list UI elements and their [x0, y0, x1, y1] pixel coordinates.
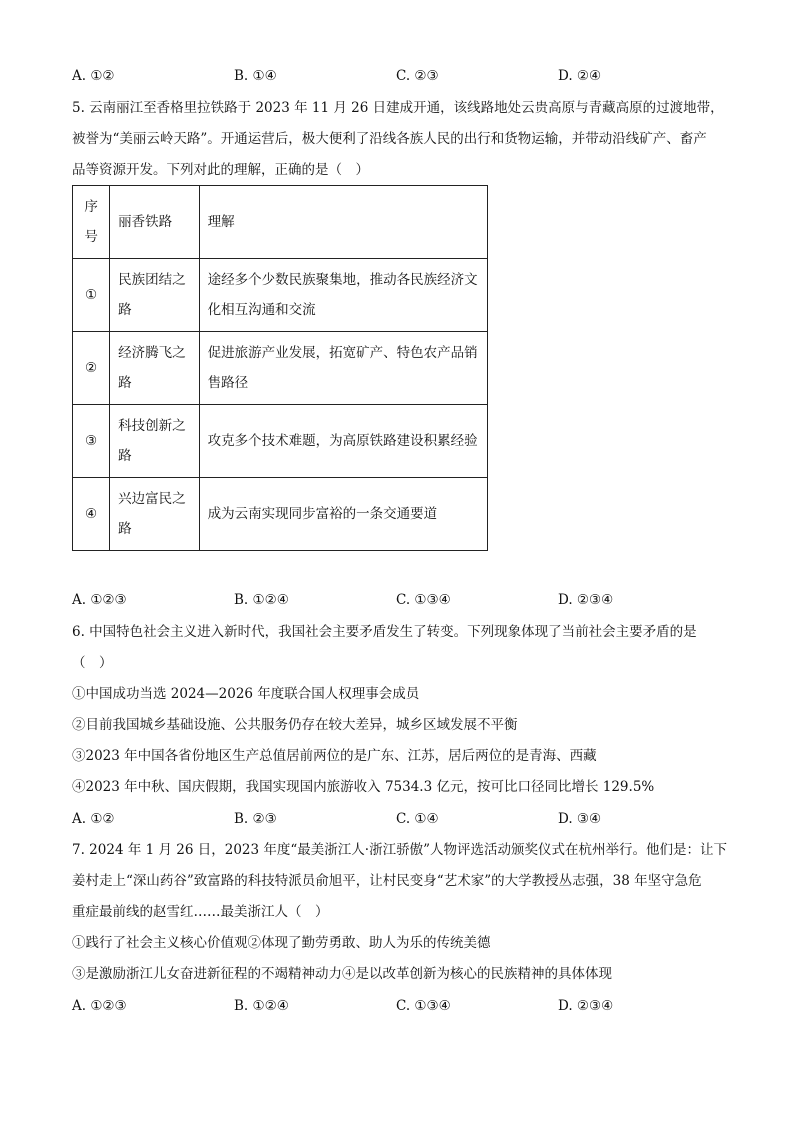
q7-stem-line-1: 7. 2024 年 1 月 26 日，2023 年度“最美浙江人·浙江骄傲”人物评选活动颁奖仪式在杭州举行。他们是：让下: [72, 842, 727, 858]
header-no: 序号: [73, 186, 110, 259]
row-no: ④: [73, 478, 110, 551]
table-header-row: [73, 186, 488, 259]
row-no: ③: [73, 405, 110, 478]
q5-stem-line-3: 品等资源开发。下列对此的理解，正确的是（ ）: [72, 162, 369, 178]
q7-options: [72, 996, 722, 1016]
row-no: ②: [73, 332, 110, 405]
q6-stem-line-1: 6. 中国特色社会主义进入新时代，我国社会主要矛盾发生了转变。下列现象体现了当前社会主要矛盾的是: [72, 624, 697, 640]
q6-item-2: ②目前我国城乡基础设施、公共服务仍存在较大差异，城乡区域发展不平衡: [72, 717, 518, 733]
q7-stem-line-3: 重症最前线的赵雪红……最美浙江人（ ）: [72, 904, 329, 920]
row-no: ①: [73, 259, 110, 332]
option-c[interactable]: C. ①③④: [396, 592, 451, 608]
option-b[interactable]: B. ②③: [234, 811, 277, 827]
option-d[interactable]: D. ③④: [558, 811, 602, 827]
q7-item-line-2: ③是激励浙江儿女奋进新征程的不竭精神动力④是以改革创新为核心的民族精神的具体体现: [72, 966, 612, 982]
prev-question-options: [72, 66, 722, 86]
row-road: 科技创新之路: [110, 405, 199, 478]
header-railway: 丽香铁路: [110, 186, 199, 259]
option-d[interactable]: D. ②④: [558, 68, 602, 84]
row-meaning: 途经多个少数民族聚集地，推动各民族经济文化相互沟通和交流: [199, 259, 487, 332]
q6-item-3: ③2023 年中国各省份地区生产总值居前两位的是广东、江苏，居后两位的是青海、西藏: [72, 748, 597, 764]
header-meaning: 理解: [199, 186, 487, 259]
q7-item-line-1: ①践行了社会主义核心价值观②体现了勤劳勇敢、助人为乐的传统美德: [72, 935, 491, 951]
q5-stem-line-2: 被誉为“美丽云岭天路”。开通运营后，极大便利了沿线各族人民的出行和货物运输，并带动沿线矿产、畜产: [72, 131, 707, 147]
q6-options: [72, 809, 722, 829]
option-b[interactable]: B. ①②④: [234, 998, 289, 1014]
option-c[interactable]: C. ①④: [396, 811, 439, 827]
option-a[interactable]: A. ①②③: [72, 592, 127, 608]
q6-item-4: ④2023 年中秋、国庆假期，我国实现国内旅游收入 7534.3 亿元，按可比口径同比增长 129.5%: [72, 779, 655, 795]
row-meaning: 促进旅游产业发展，拓宽矿产、特色农产品销售路径: [199, 332, 487, 405]
option-a[interactable]: A. ①②: [72, 68, 115, 84]
row-road: 兴边富民之路: [110, 478, 199, 551]
option-d[interactable]: D. ②③④: [558, 592, 614, 608]
q5-stem-line-1: 5. 云南丽江至香格里拉铁路于 2023 年 11 月 26 日建成开通，该线路地处云贵高原与青藏高原的过渡地带，: [72, 100, 724, 116]
option-d[interactable]: D. ②③④: [558, 998, 614, 1014]
option-c[interactable]: C. ①③④: [396, 998, 451, 1014]
row-meaning: 成为云南实现同步富裕的一条交通要道: [199, 478, 487, 551]
option-b[interactable]: B. ①②④: [234, 592, 289, 608]
option-b[interactable]: B. ①④: [234, 68, 277, 84]
table-row: [73, 332, 488, 405]
q5-options: [72, 590, 722, 610]
row-road: 经济腾飞之路: [110, 332, 199, 405]
option-a[interactable]: A. ①②: [72, 811, 115, 827]
q7-stem-line-2: 姜村走上“深山药谷”致富路的科技特派员俞旭平，让村民变身“艺术家”的大学教授丛志强，38 年坚守急危: [72, 873, 702, 889]
table-row: [73, 259, 488, 332]
option-a[interactable]: A. ①②③: [72, 998, 127, 1014]
q5-table: [72, 185, 488, 551]
table-row: [73, 405, 488, 478]
q6-stem-line-2: （ ）: [72, 655, 113, 671]
row-meaning: 攻克多个技术难题，为高原铁路建设积累经验: [199, 405, 487, 478]
table-row: [73, 478, 488, 551]
row-road: 民族团结之路: [110, 259, 199, 332]
q6-item-1: ①中国成功当选 2024—2026 年度联合国人权理事会成员: [72, 686, 420, 702]
option-c[interactable]: C. ②③: [396, 68, 439, 84]
